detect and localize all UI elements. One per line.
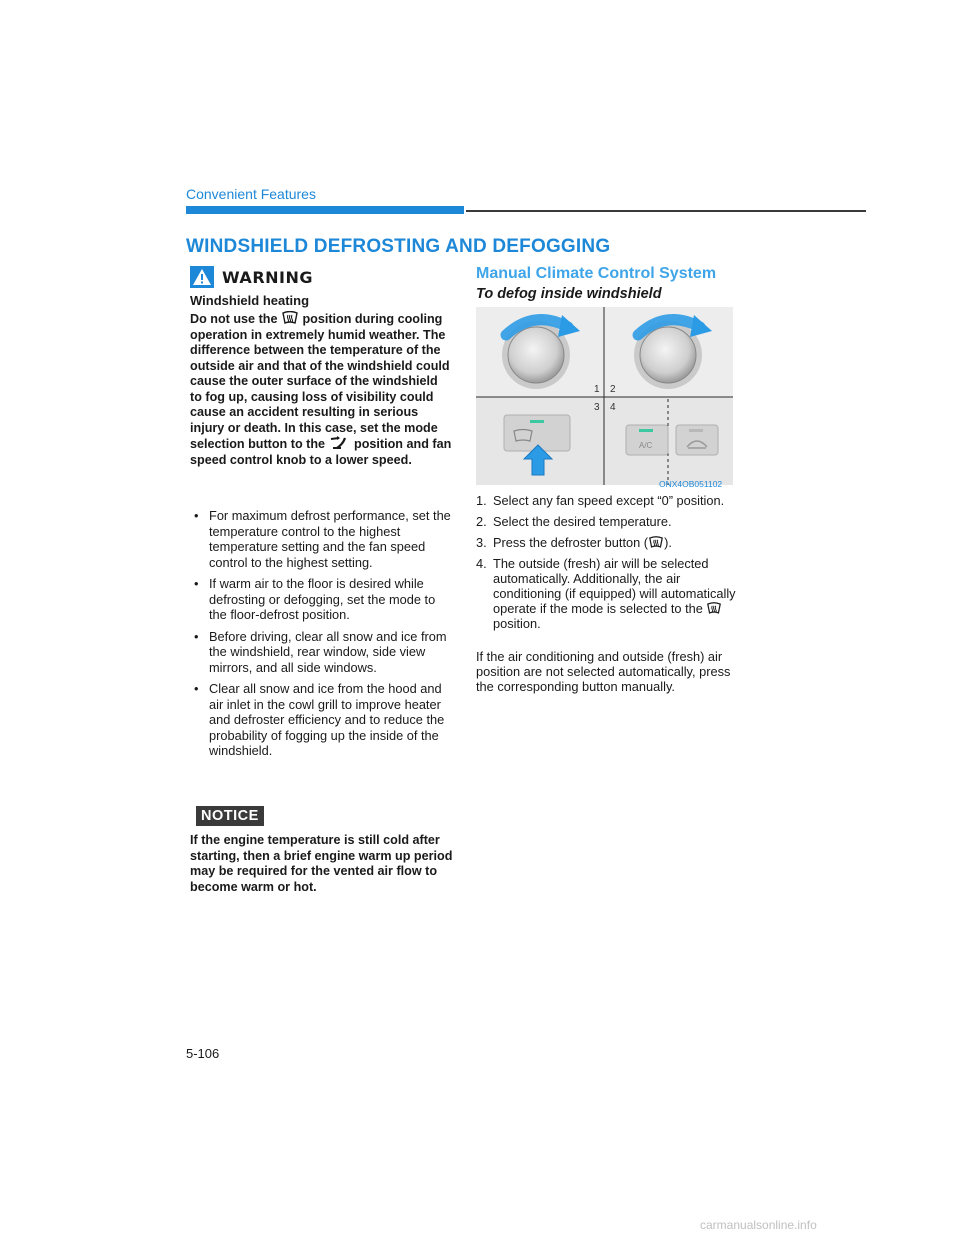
windshield-defrost-icon (706, 602, 722, 615)
list-item: • For maximum defrost performance, set the temperature control to the highest temperature setting and the fan speed control to the highest setting. (190, 508, 452, 570)
list-item: • Before driving, clear all snow and ice from the windshield, rear window, side view mirrors, and all side windows. (190, 629, 452, 676)
figure-caption: ONX4OB051102 (659, 479, 723, 489)
list-item: 4. The outside (fresh) air will be selected automatically. Additionally, the air conditioning (if equipped) will automatically operate if the mode is selected to the position. (476, 556, 736, 631)
windshield-defrost-icon (648, 536, 664, 549)
figure-label-1: 1 (594, 384, 600, 395)
warning-text: Do not use the position during cooling operation in extremely humid weather. The difference between the temperature of the outside air and that of the windshield could cause the outer surface of the windshield to fog up, causing loss of visibility could cause an accident resulting in serious injury or death. In this case, set the mode selection button to the position and fan speed control knob to a lower speed. (190, 312, 452, 467)
climate-control-figure (476, 307, 733, 485)
warning-heading (190, 266, 313, 288)
list-item: • Clear all snow and ice from the hood and air inlet in the cowl grill to improve heater and defroster efficiency and to reduce the probability of fogging up the inside of the windshield. (190, 681, 452, 759)
warning-triangle-icon (190, 266, 214, 288)
procedure-steps (476, 493, 736, 637)
closing-paragraph: If the air conditioning and outside (fresh) air position are not selected automatically, press the corresponding button manually. (476, 649, 731, 694)
list-item: 1. Select any fan speed except “0” position. (476, 493, 725, 508)
header-bar-thick (186, 206, 464, 214)
warning-subtitle: Windshield heating (190, 293, 310, 308)
windshield-defrost-icon (281, 311, 299, 325)
tips-list (190, 508, 452, 765)
notice-badge: NOTICE (196, 806, 264, 826)
figure-label-2: 2 (610, 384, 616, 395)
procedure-title: To defog inside windshield (476, 286, 662, 302)
list-item: 2. Select the desired temperature. (476, 514, 672, 529)
section-subtitle: Manual Climate Control System (476, 265, 717, 282)
header-bar-thin (466, 210, 866, 212)
section-label: Convenient Features (186, 186, 316, 202)
floor-defrost-mode-icon (329, 436, 351, 450)
ac-button-label: A/C (639, 441, 653, 450)
notice-text: If the engine temperature is still cold after starting, then a brief engine warm up period may be required for the vented air flow to become warm or hot. (190, 833, 453, 894)
figure-label-4: 4 (610, 402, 616, 413)
page-title: WINDSHIELD DEFROSTING AND DEFOGGING (186, 236, 611, 257)
warning-label: WARNING (222, 267, 313, 287)
list-item: • If warm air to the floor is desired while defrosting or defogging, set the mode to the floor-defrost position. (190, 576, 452, 623)
list-item: 3. Press the defroster button ( ). (476, 535, 672, 550)
page-number: 5-106 (186, 1046, 220, 1061)
figure-label-3: 3 (594, 402, 600, 413)
watermark: carmanualsonline.info (700, 1218, 817, 1232)
